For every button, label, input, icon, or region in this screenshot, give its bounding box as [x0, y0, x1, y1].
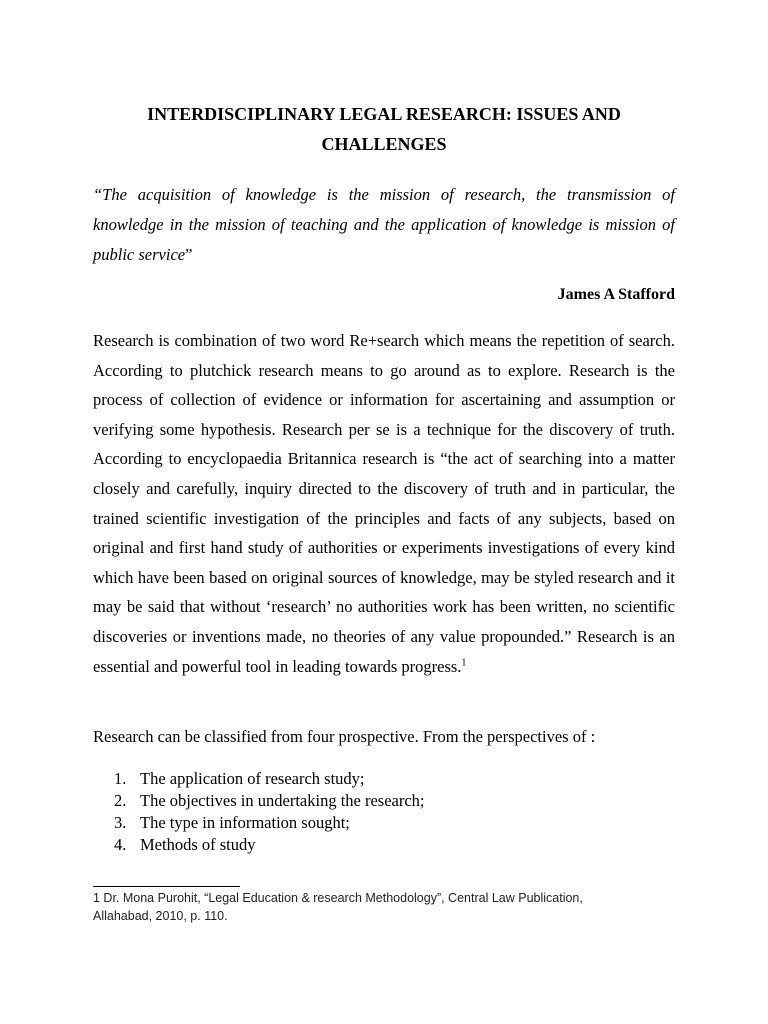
- body-paragraph-2: Research can be classified from four prospective. From the perspectives of :: [93, 727, 596, 746]
- list-item-text: The objectives in undertaking the research;: [140, 791, 425, 810]
- list-item-number: 3.: [114, 813, 127, 832]
- quote-text: “The acquisition of knowledge is the mission of research, the transmission of knowledge in the mission of teaching and the application of knowledge is mission of public service: [93, 185, 675, 264]
- quote-author: James A Stafford: [557, 286, 675, 303]
- perspectives-list: [114, 768, 425, 856]
- list-item-number: 4.: [114, 835, 127, 854]
- title-line-2: CHALLENGES: [321, 134, 447, 154]
- list-item: [114, 812, 425, 834]
- footnote: 1 Dr. Mona Purohit, “Legal Education & research Methodology”, Central Law Publication, Allahabad, 2010, p. 110.: [93, 891, 583, 923]
- list-item: [114, 790, 425, 812]
- list-item: [114, 768, 425, 790]
- paragraph-1-text: Research is combination of two word Re+search which means the repetition of search. According to plutchick research means to go around as to explore. Research is the process of collection of evidence or information for ascertaining and assumption or verifying some hypothesis. Research per se is a technique for the discovery of truth. According to encyclopaedia Britannica research is “the act of searching into a matter closely and carefully, inquiry directed to the discovery of truth and in particular, the trained scientific investigation of the principles and facts of any subjects, based on original and first hand study of authorities or experiments investigations of every kind which have been based on original sources of knowledge, may be styled research and it may be said that without ‘research’ no authorities work has been written, no scientific discoveries or inventions made, no theories of any value propounded.” Research is an essential and powerful tool in leading towards progress.: [93, 331, 675, 676]
- epigraph-quote: [93, 180, 675, 270]
- footnote-divider: [93, 886, 240, 887]
- list-item-number: 2.: [114, 791, 127, 810]
- page-title: [60, 99, 708, 159]
- quote-closing-mark: ”: [185, 245, 193, 264]
- body-paragraph-1: [93, 326, 675, 681]
- list-item-number: 1.: [114, 769, 127, 788]
- title-line-1: INTERDISCIPLINARY LEGAL RESEARCH: ISSUES AND: [147, 104, 621, 124]
- list-item-text: The type in information sought;: [140, 813, 350, 832]
- list-item-text: Methods of study: [140, 835, 256, 854]
- list-item: [114, 834, 425, 856]
- footnote-reference: 1: [461, 657, 467, 669]
- list-item-text: The application of research study;: [140, 769, 365, 788]
